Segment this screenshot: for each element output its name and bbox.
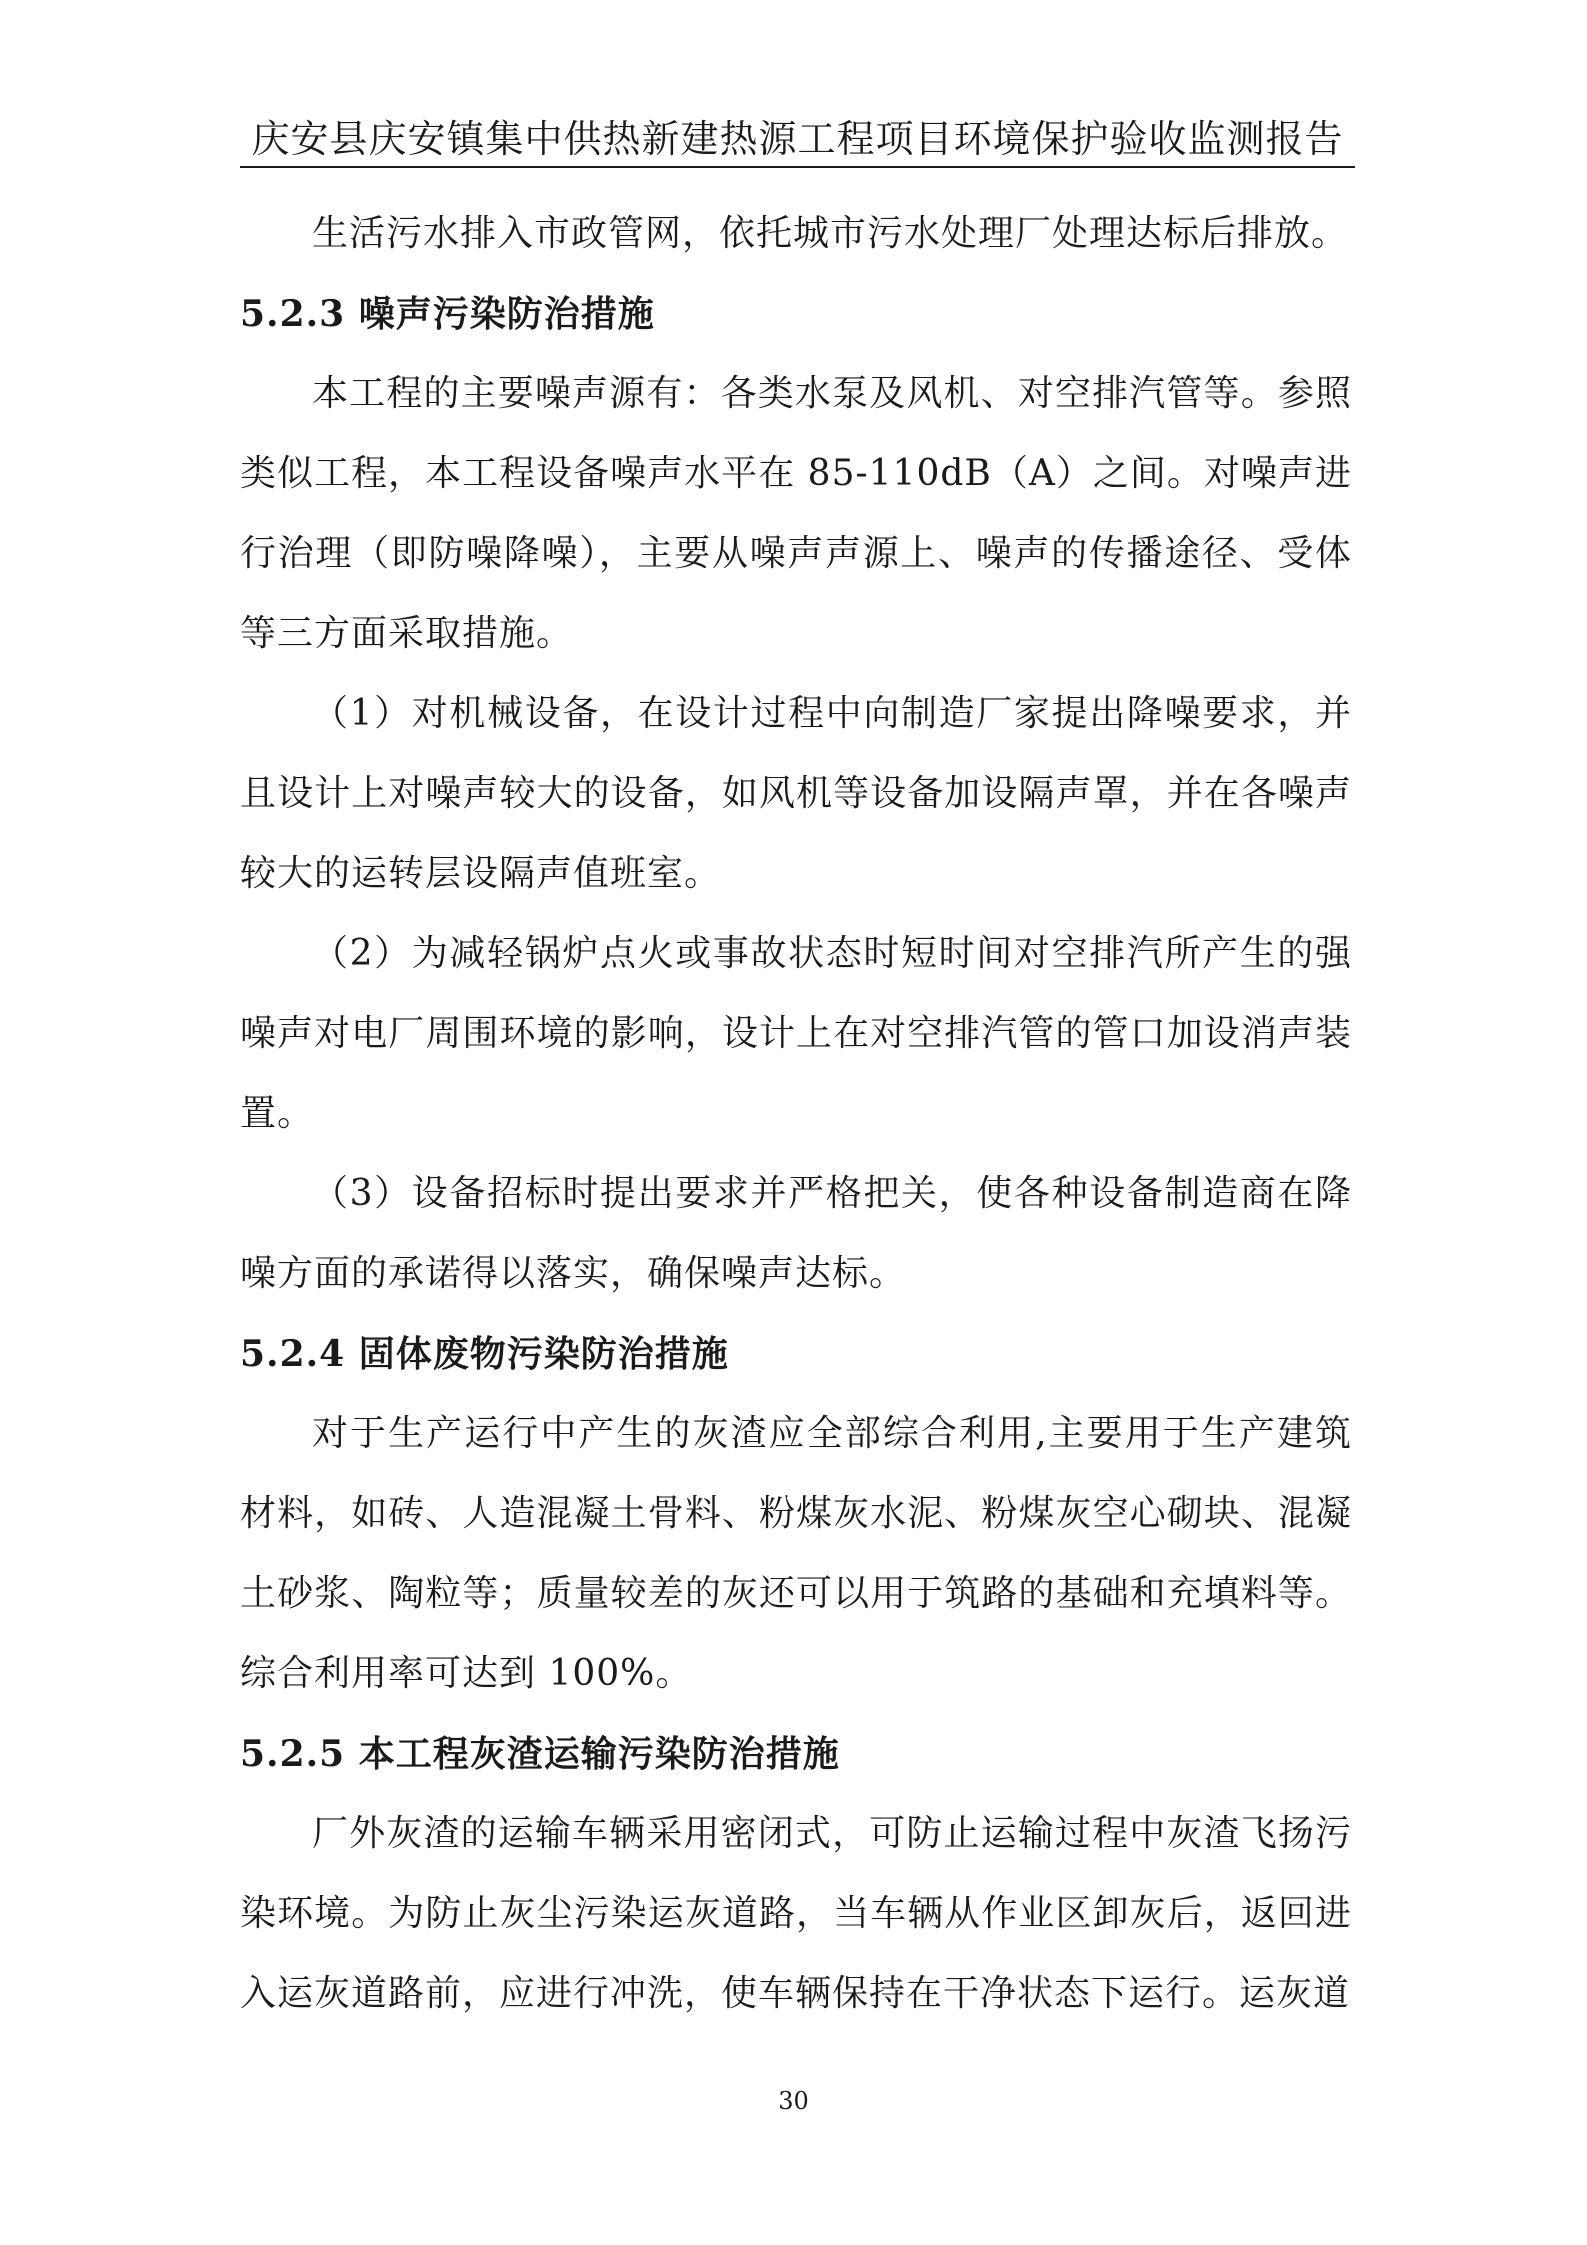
solid-waste-paragraph: 对于生产运行中产生的灰渣应全部综合利用,主要用于生产建筑材料，如砖、人造混凝土骨料、粉煤灰水泥、粉煤灰空心砌块、混凝土砂浆、陶粒等；质量较差的灰还可以用于筑路的基础和充填料等。综合利用率可达到 100%。 xyxy=(240,1413,1352,1694)
noise-paragraph-item-2: （2）为减轻锅炉点火或事故状态时短时间对空排汽所产生的强噪声对电厂周围环境的影响，设计上在对空排汽管的管口加设消声装置。 xyxy=(240,933,1352,1134)
noise-paragraph-item-1: （1）对机械设备，在设计过程中向制造厂家提出降噪要求，并且设计上对噪声较大的设备，如风机等设备加设隔声罩，并在各噪声较大的运转层设隔声值班室。 xyxy=(240,693,1352,894)
page-number: 30 xyxy=(778,2087,809,2115)
section-heading-ash-transport: 5.2.5 本工程灰渣运输污染防治措施 xyxy=(240,1733,840,1775)
ash-transport-paragraph: 厂外灰渣的运输车辆采用密闭式，可防止运输过程中灰渣飞扬污染环境。为防止灰尘污染运灰道路，当车辆从作业区卸灰后，返回进入运灰道路前，应进行冲洗，使车辆保持在干净状态下运行。运灰道 xyxy=(240,1813,1352,2014)
noise-paragraph-item-3: （3）设备招标时提出要求并严格把关，使各种设备制造商在降噪方面的承诺得以落实，确保噪声达标。 xyxy=(240,1173,1352,1294)
noise-paragraph-sources: 本工程的主要噪声源有：各类水泵及风机、对空排汽管等。参照类似工程，本工程设备噪声水平在 85-110dB（A）之间。对噪声进行治理（即防噪降噪），主要从噪声声源上、噪声的传播途径、受体等三方面采取措施。 xyxy=(240,373,1352,654)
section-heading-solid-waste: 5.2.4 固体废物污染防治措施 xyxy=(240,1333,729,1375)
intro-paragraph: 生活污水排入市政管网，依托城市污水处理厂处理达标后排放。 xyxy=(312,213,1349,254)
header-divider xyxy=(240,166,1355,168)
running-header: 庆安县庆安镇集中供热新建热源工程项目环境保护验收监测报告 xyxy=(251,117,1344,161)
body-content xyxy=(240,194,1352,2034)
section-heading-noise: 5.2.3 噪声污染防治措施 xyxy=(240,293,655,335)
